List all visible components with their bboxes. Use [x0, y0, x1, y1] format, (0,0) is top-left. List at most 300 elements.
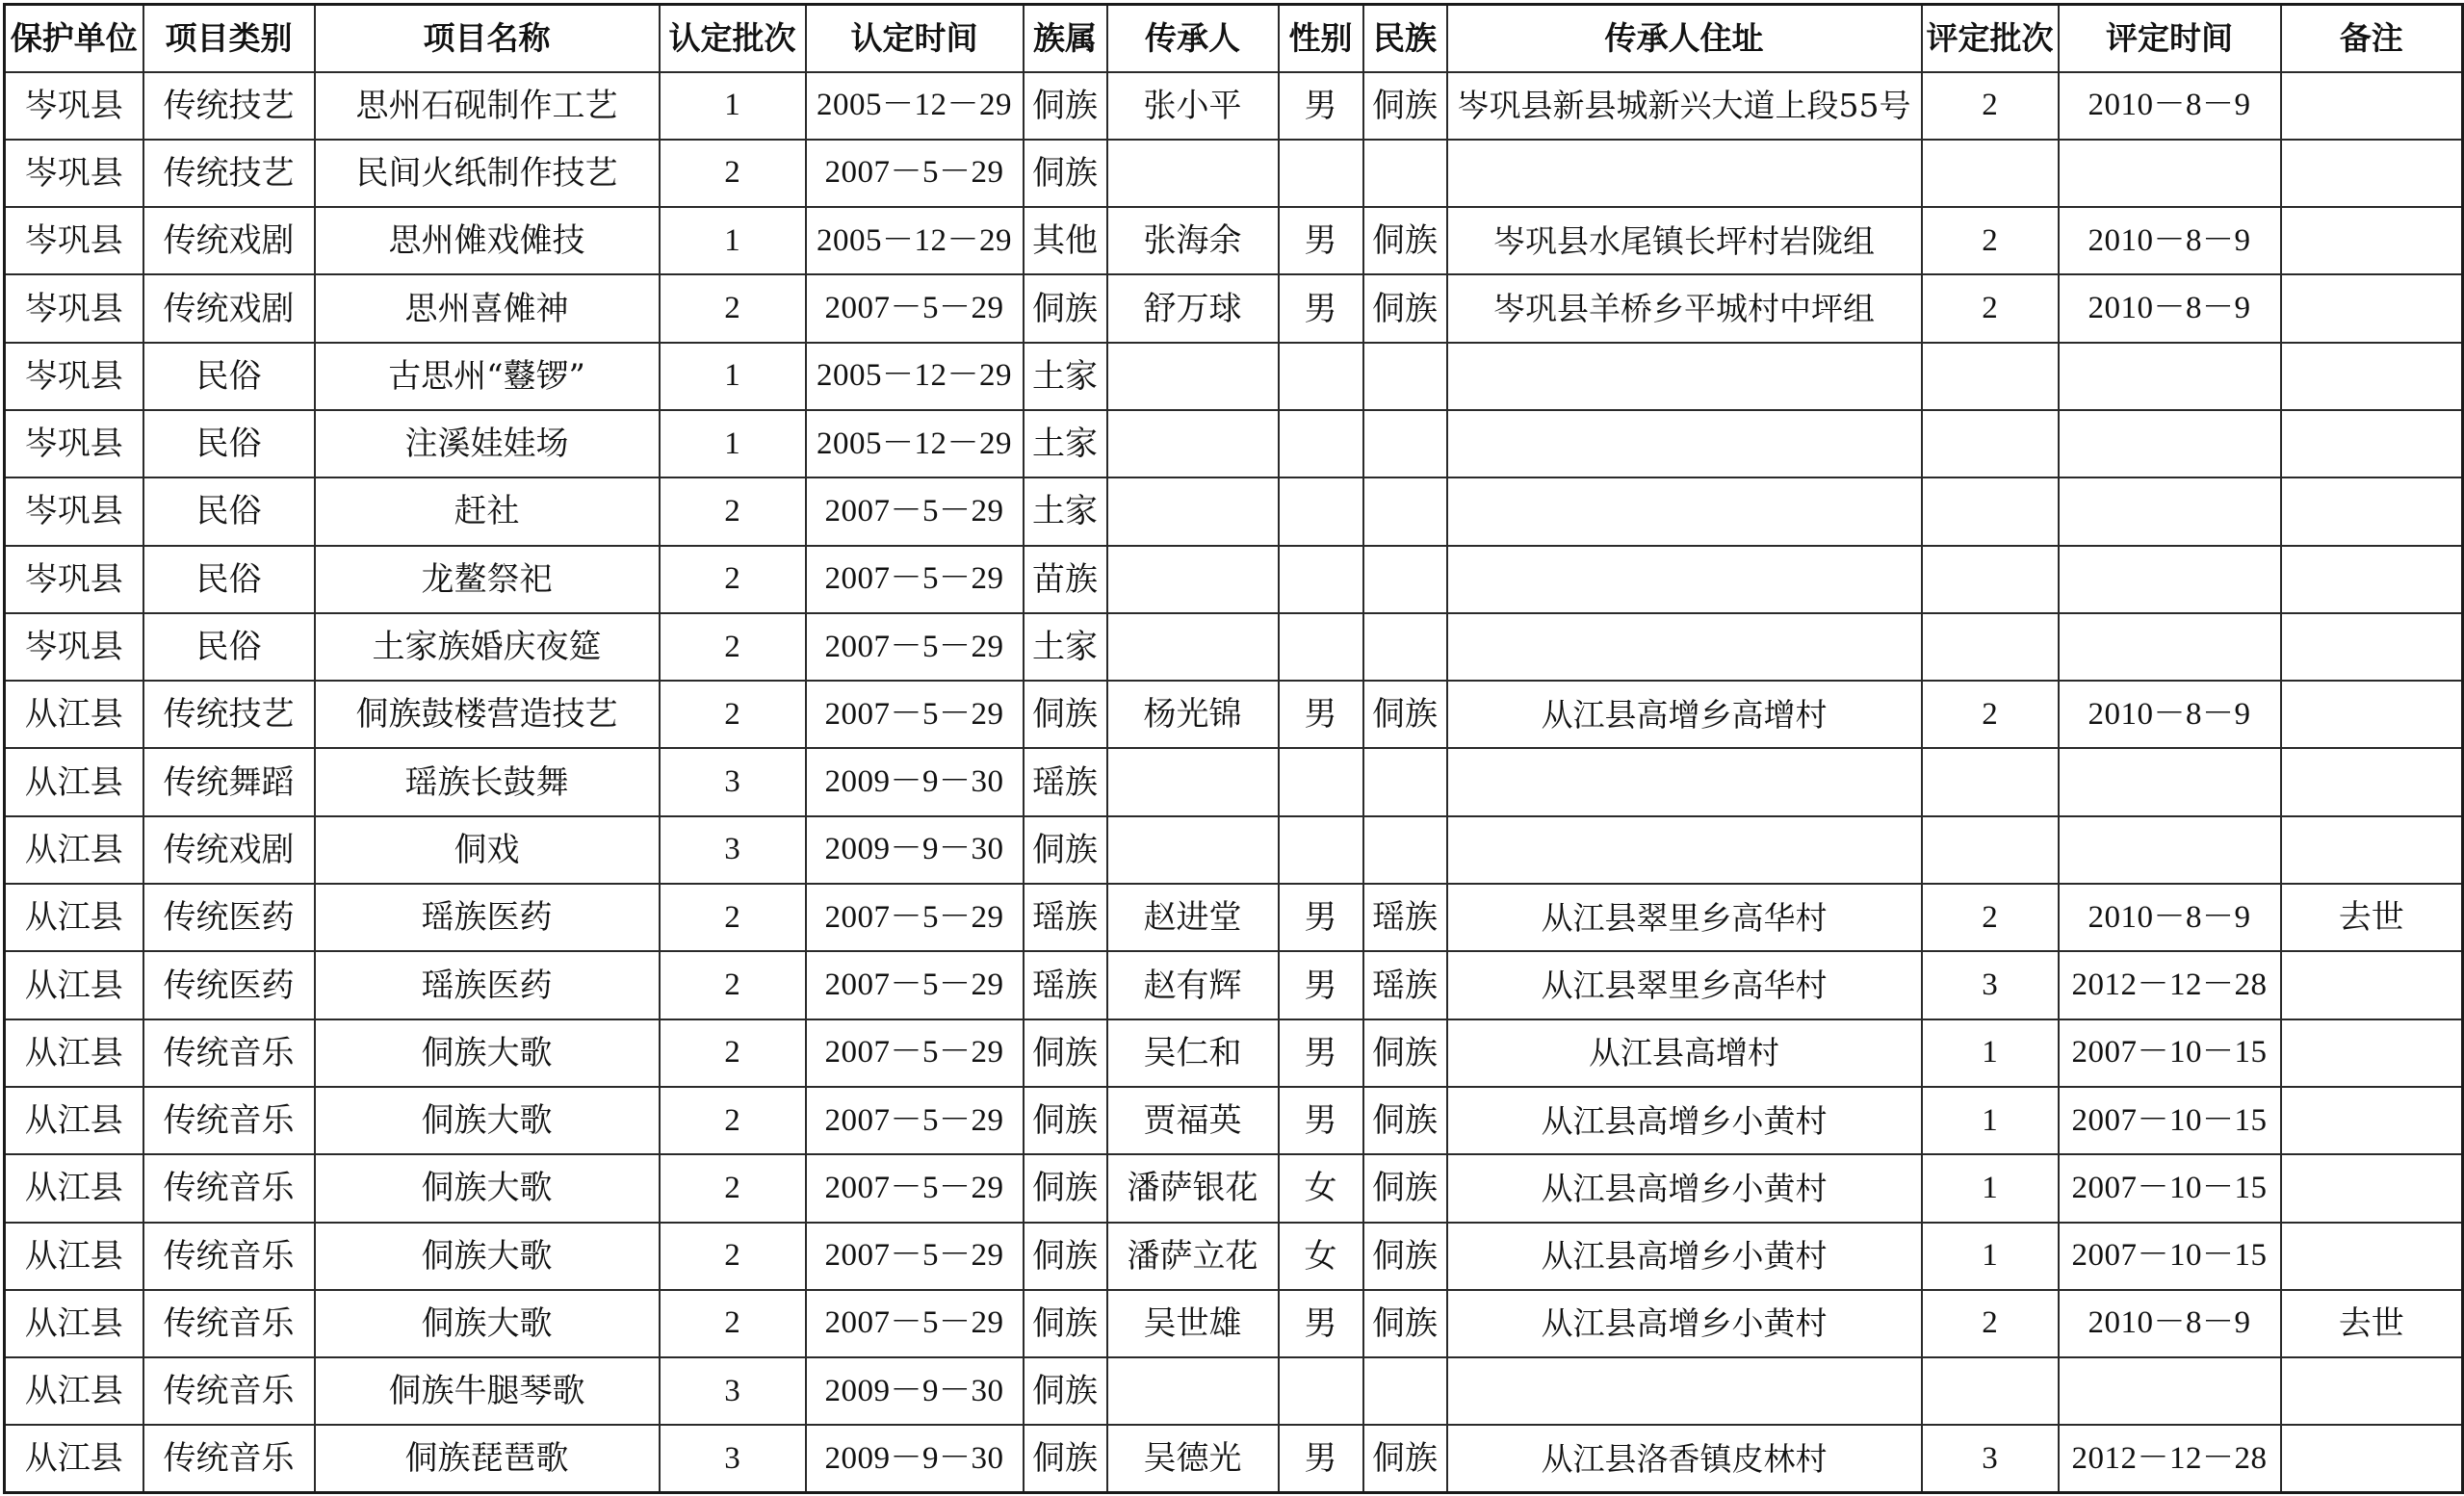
cell-eval-date: [2059, 816, 2281, 884]
cell-project-name: 侗族牛腿琴歌: [315, 1357, 660, 1425]
cell-address: [1447, 1357, 1922, 1425]
cell-note: [2281, 1425, 2463, 1492]
cell-eval-date: [2059, 477, 2281, 545]
cell-eval-date: [2059, 1357, 2281, 1425]
cell-eval-date: 2010－8－9: [2059, 681, 2281, 748]
cell-category: 传统医药: [143, 951, 315, 1019]
cell-project-name: 侗族鼓楼营造技艺: [315, 681, 660, 748]
cell-batch: 2: [660, 1223, 806, 1290]
cell-nationality: [1363, 1357, 1447, 1425]
cell-date: 2009－9－30: [806, 748, 1024, 815]
cell-ethnic-group: 侗族: [1024, 1290, 1107, 1357]
cell-date: 2007－5－29: [806, 951, 1024, 1019]
cell-eval-batch: [1922, 748, 2059, 815]
cell-gender: [1279, 343, 1363, 410]
cell-unit: 岑巩县: [5, 274, 143, 342]
cell-unit: 从江县: [5, 1357, 143, 1425]
cell-category: 民俗: [143, 477, 315, 545]
cell-date: 2005－12－29: [806, 343, 1024, 410]
table-row: [5, 681, 2463, 748]
cell-eval-date: 2007－10－15: [2059, 1223, 2281, 1290]
cell-inheritor: [1107, 410, 1279, 477]
cell-inheritor: 赵进堂: [1107, 884, 1279, 951]
cell-address: 从江县洛香镇皮林村: [1447, 1425, 1922, 1492]
cell-note: [2281, 72, 2463, 140]
cell-address: [1447, 816, 1922, 884]
cell-address: [1447, 613, 1922, 681]
cell-date: 2007－5－29: [806, 1154, 1024, 1222]
cell-address: 从江县高增乡小黄村: [1447, 1290, 1922, 1357]
table-row: [5, 140, 2463, 207]
cell-project-name: 思州喜傩神: [315, 274, 660, 342]
cell-gender: 男: [1279, 1425, 1363, 1492]
cell-unit: 岑巩县: [5, 546, 143, 613]
table-row: [5, 1087, 2463, 1154]
cell-note: [2281, 951, 2463, 1019]
cell-unit: 从江县: [5, 748, 143, 815]
cell-batch: 1: [660, 343, 806, 410]
table-row: [5, 1223, 2463, 1290]
cell-eval-date: 2010－8－9: [2059, 207, 2281, 274]
cell-eval-batch: 2: [1922, 681, 2059, 748]
cell-gender: 男: [1279, 274, 1363, 342]
cell-eval-batch: 3: [1922, 1425, 2059, 1492]
cell-ethnic-group: 侗族: [1024, 140, 1107, 207]
cell-category: 传统音乐: [143, 1087, 315, 1154]
heritage-inheritor-table: [3, 3, 2464, 1494]
cell-gender: [1279, 748, 1363, 815]
cell-note: [2281, 1087, 2463, 1154]
cell-project-name: 瑶族医药: [315, 884, 660, 951]
cell-note: [2281, 613, 2463, 681]
cell-gender: 女: [1279, 1154, 1363, 1222]
cell-ethnic-group: 侗族: [1024, 816, 1107, 884]
cell-date: 2007－5－29: [806, 274, 1024, 342]
cell-batch: 3: [660, 1425, 806, 1492]
cell-address: [1447, 477, 1922, 545]
cell-ethnic-group: 土家: [1024, 410, 1107, 477]
cell-eval-date: 2010－8－9: [2059, 72, 2281, 140]
cell-eval-batch: [1922, 343, 2059, 410]
cell-project-name: 思州石砚制作工艺: [315, 72, 660, 140]
cell-unit: 从江县: [5, 1087, 143, 1154]
cell-project-name: 侗族大歌: [315, 1154, 660, 1222]
cell-unit: 从江县: [5, 1425, 143, 1492]
cell-date: 2007－5－29: [806, 1019, 1024, 1087]
cell-eval-date: 2012－12－28: [2059, 951, 2281, 1019]
cell-eval-date: [2059, 410, 2281, 477]
cell-inheritor: 吴德光: [1107, 1425, 1279, 1492]
cell-address: 从江县高增乡小黄村: [1447, 1087, 1922, 1154]
table-row: [5, 1357, 2463, 1425]
cell-address: [1447, 410, 1922, 477]
cell-eval-batch: 2: [1922, 274, 2059, 342]
cell-unit: 岑巩县: [5, 477, 143, 545]
cell-ethnic-group: 侗族: [1024, 681, 1107, 748]
cell-inheritor: 赵有辉: [1107, 951, 1279, 1019]
cell-eval-date: [2059, 546, 2281, 613]
cell-nationality: 瑶族: [1363, 884, 1447, 951]
cell-unit: 从江县: [5, 951, 143, 1019]
cell-address: 从江县高增乡小黄村: [1447, 1154, 1922, 1222]
cell-ethnic-group: 瑶族: [1024, 951, 1107, 1019]
cell-project-name: 侗族大歌: [315, 1290, 660, 1357]
cell-inheritor: [1107, 1357, 1279, 1425]
cell-eval-date: 2007－10－15: [2059, 1019, 2281, 1087]
cell-address: 从江县高增乡高增村: [1447, 681, 1922, 748]
cell-ethnic-group: 侗族: [1024, 1357, 1107, 1425]
cell-eval-date: 2010－8－9: [2059, 1290, 2281, 1357]
cell-category: 民俗: [143, 546, 315, 613]
cell-project-name: 古思州“鼟锣”: [315, 343, 660, 410]
column-header-address: 传承人住址: [1447, 5, 1922, 72]
cell-ethnic-group: 其他: [1024, 207, 1107, 274]
table-row: [5, 546, 2463, 613]
column-header-note: 备注: [2281, 5, 2463, 72]
cell-date: 2007－5－29: [806, 477, 1024, 545]
cell-note: 去世: [2281, 1290, 2463, 1357]
table-row: [5, 207, 2463, 274]
cell-date: 2007－5－29: [806, 1290, 1024, 1357]
cell-category: 传统医药: [143, 884, 315, 951]
cell-category: 传统音乐: [143, 1223, 315, 1290]
cell-inheritor: [1107, 343, 1279, 410]
cell-nationality: [1363, 343, 1447, 410]
column-header-project-name: 项目名称: [315, 5, 660, 72]
cell-eval-batch: 1: [1922, 1223, 2059, 1290]
cell-unit: 从江县: [5, 884, 143, 951]
cell-batch: 1: [660, 72, 806, 140]
cell-date: 2009－9－30: [806, 816, 1024, 884]
cell-date: 2007－5－29: [806, 884, 1024, 951]
cell-address: [1447, 343, 1922, 410]
cell-inheritor: 张海余: [1107, 207, 1279, 274]
cell-note: [2281, 1357, 2463, 1425]
cell-ethnic-group: 侗族: [1024, 1087, 1107, 1154]
table-row: [5, 1154, 2463, 1222]
cell-batch: 2: [660, 546, 806, 613]
cell-category: 民俗: [143, 343, 315, 410]
cell-eval-batch: [1922, 816, 2059, 884]
table-row: [5, 1290, 2463, 1357]
table-row: [5, 816, 2463, 884]
cell-eval-batch: 3: [1922, 951, 2059, 1019]
cell-category: 传统技艺: [143, 681, 315, 748]
cell-batch: 2: [660, 140, 806, 207]
cell-nationality: [1363, 477, 1447, 545]
cell-gender: 男: [1279, 884, 1363, 951]
cell-nationality: 侗族: [1363, 1425, 1447, 1492]
cell-project-name: 思州傩戏傩技: [315, 207, 660, 274]
cell-inheritor: 杨光锦: [1107, 681, 1279, 748]
cell-ethnic-group: 瑶族: [1024, 748, 1107, 815]
cell-gender: 男: [1279, 1087, 1363, 1154]
cell-project-name: 注溪娃娃场: [315, 410, 660, 477]
cell-inheritor: [1107, 613, 1279, 681]
cell-project-name: 侗族琵琶歌: [315, 1425, 660, 1492]
cell-batch: 1: [660, 207, 806, 274]
cell-note: [2281, 410, 2463, 477]
cell-eval-date: 2010－8－9: [2059, 884, 2281, 951]
cell-unit: 从江县: [5, 816, 143, 884]
cell-eval-date: 2012－12－28: [2059, 1425, 2281, 1492]
cell-eval-date: [2059, 748, 2281, 815]
cell-ethnic-group: 侗族: [1024, 72, 1107, 140]
cell-inheritor: 潘萨立花: [1107, 1223, 1279, 1290]
cell-date: 2005－12－29: [806, 207, 1024, 274]
cell-nationality: [1363, 140, 1447, 207]
cell-category: 传统音乐: [143, 1357, 315, 1425]
cell-eval-batch: 1: [1922, 1019, 2059, 1087]
cell-gender: [1279, 477, 1363, 545]
table-header-row: [5, 5, 2463, 72]
cell-gender: 男: [1279, 72, 1363, 140]
cell-category: 传统音乐: [143, 1019, 315, 1087]
cell-project-name: 龙鳌祭祀: [315, 546, 660, 613]
cell-ethnic-group: 土家: [1024, 477, 1107, 545]
cell-note: [2281, 546, 2463, 613]
cell-batch: 2: [660, 1290, 806, 1357]
cell-project-name: 侗族大歌: [315, 1019, 660, 1087]
cell-batch: 2: [660, 1154, 806, 1222]
cell-note: [2281, 1223, 2463, 1290]
cell-gender: 男: [1279, 1019, 1363, 1087]
table-row: [5, 1425, 2463, 1492]
cell-project-name: 侗族大歌: [315, 1223, 660, 1290]
cell-ethnic-group: 土家: [1024, 343, 1107, 410]
cell-eval-batch: 2: [1922, 884, 2059, 951]
cell-nationality: 侗族: [1363, 1290, 1447, 1357]
cell-nationality: 侗族: [1363, 1223, 1447, 1290]
cell-eval-batch: 1: [1922, 1154, 2059, 1222]
table-body: [5, 72, 2463, 1493]
cell-inheritor: 潘萨银花: [1107, 1154, 1279, 1222]
cell-ethnic-group: 瑶族: [1024, 884, 1107, 951]
cell-unit: 岑巩县: [5, 343, 143, 410]
cell-date: 2007－5－29: [806, 546, 1024, 613]
cell-category: 传统技艺: [143, 140, 315, 207]
cell-ethnic-group: 侗族: [1024, 1019, 1107, 1087]
table-row: [5, 410, 2463, 477]
cell-inheritor: 吴世雄: [1107, 1290, 1279, 1357]
cell-category: 传统戏剧: [143, 207, 315, 274]
cell-project-name: 瑶族长鼓舞: [315, 748, 660, 815]
cell-note: [2281, 1019, 2463, 1087]
cell-category: 民俗: [143, 410, 315, 477]
cell-eval-batch: 2: [1922, 72, 2059, 140]
cell-gender: [1279, 140, 1363, 207]
cell-inheritor: 吴仁和: [1107, 1019, 1279, 1087]
cell-inheritor: [1107, 748, 1279, 815]
column-header-inheritor: 传承人: [1107, 5, 1279, 72]
table-row: [5, 748, 2463, 815]
cell-eval-batch: [1922, 546, 2059, 613]
cell-batch: 2: [660, 477, 806, 545]
cell-note: [2281, 1154, 2463, 1222]
cell-address: [1447, 140, 1922, 207]
cell-nationality: [1363, 816, 1447, 884]
cell-gender: [1279, 816, 1363, 884]
cell-inheritor: 张小平: [1107, 72, 1279, 140]
cell-date: 2009－9－30: [806, 1357, 1024, 1425]
cell-unit: 从江县: [5, 1223, 143, 1290]
cell-category: 民俗: [143, 613, 315, 681]
cell-batch: 3: [660, 748, 806, 815]
cell-nationality: 侗族: [1363, 207, 1447, 274]
cell-gender: [1279, 546, 1363, 613]
cell-nationality: 侗族: [1363, 274, 1447, 342]
cell-project-name: 瑶族医药: [315, 951, 660, 1019]
cell-inheritor: 贾福英: [1107, 1087, 1279, 1154]
cell-note: [2281, 140, 2463, 207]
column-header-nationality: 民族: [1363, 5, 1447, 72]
cell-note: 去世: [2281, 884, 2463, 951]
cell-unit: 岑巩县: [5, 410, 143, 477]
cell-gender: [1279, 613, 1363, 681]
cell-address: 岑巩县羊桥乡平城村中坪组: [1447, 274, 1922, 342]
cell-gender: [1279, 410, 1363, 477]
cell-batch: 3: [660, 816, 806, 884]
table-row: [5, 343, 2463, 410]
cell-ethnic-group: 侗族: [1024, 274, 1107, 342]
table-row: [5, 1019, 2463, 1087]
cell-batch: 3: [660, 1357, 806, 1425]
cell-eval-date: 2007－10－15: [2059, 1087, 2281, 1154]
cell-batch: 2: [660, 1087, 806, 1154]
cell-inheritor: [1107, 477, 1279, 545]
cell-date: 2007－5－29: [806, 1087, 1024, 1154]
cell-ethnic-group: 侗族: [1024, 1154, 1107, 1222]
cell-eval-date: [2059, 613, 2281, 681]
cell-nationality: [1363, 410, 1447, 477]
cell-project-name: 民间火纸制作技艺: [315, 140, 660, 207]
cell-unit: 岑巩县: [5, 613, 143, 681]
cell-nationality: 侗族: [1363, 1087, 1447, 1154]
cell-nationality: [1363, 613, 1447, 681]
cell-address: 从江县高增乡小黄村: [1447, 1223, 1922, 1290]
cell-eval-batch: [1922, 410, 2059, 477]
column-header-eval-date: 评定时间: [2059, 5, 2281, 72]
column-header-unit: 保护单位: [5, 5, 143, 72]
cell-category: 传统舞蹈: [143, 748, 315, 815]
cell-note: [2281, 274, 2463, 342]
cell-address: [1447, 748, 1922, 815]
cell-eval-batch: 2: [1922, 207, 2059, 274]
cell-batch: 2: [660, 951, 806, 1019]
cell-eval-batch: [1922, 140, 2059, 207]
cell-eval-date: 2010－8－9: [2059, 274, 2281, 342]
cell-address: [1447, 546, 1922, 613]
cell-inheritor: [1107, 140, 1279, 207]
cell-project-name: 赶社: [315, 477, 660, 545]
cell-category: 传统音乐: [143, 1290, 315, 1357]
cell-project-name: 土家族婚庆夜筵: [315, 613, 660, 681]
cell-eval-batch: [1922, 477, 2059, 545]
cell-date: 2007－5－29: [806, 681, 1024, 748]
cell-date: 2009－9－30: [806, 1425, 1024, 1492]
cell-nationality: 瑶族: [1363, 951, 1447, 1019]
cell-inheritor: 舒万球: [1107, 274, 1279, 342]
cell-gender: 男: [1279, 1290, 1363, 1357]
cell-address: 从江县翠里乡高华村: [1447, 951, 1922, 1019]
cell-unit: 从江县: [5, 1019, 143, 1087]
cell-nationality: [1363, 748, 1447, 815]
cell-eval-batch: [1922, 613, 2059, 681]
cell-note: [2281, 748, 2463, 815]
cell-category: 传统音乐: [143, 1425, 315, 1492]
cell-gender: 女: [1279, 1223, 1363, 1290]
cell-category: 传统戏剧: [143, 274, 315, 342]
cell-inheritor: [1107, 546, 1279, 613]
cell-category: 传统技艺: [143, 72, 315, 140]
cell-unit: 岑巩县: [5, 140, 143, 207]
cell-unit: 从江县: [5, 1154, 143, 1222]
cell-date: 2005－12－29: [806, 72, 1024, 140]
cell-address: 从江县翠里乡高华村: [1447, 884, 1922, 951]
table-row: [5, 477, 2463, 545]
column-header-batch: 认定批次: [660, 5, 806, 72]
table-row: [5, 72, 2463, 140]
cell-inheritor: [1107, 816, 1279, 884]
cell-nationality: [1363, 546, 1447, 613]
cell-eval-date: [2059, 140, 2281, 207]
cell-nationality: 侗族: [1363, 1154, 1447, 1222]
cell-ethnic-group: 侗族: [1024, 1223, 1107, 1290]
cell-ethnic-group: 苗族: [1024, 546, 1107, 613]
column-header-category: 项目类别: [143, 5, 315, 72]
cell-project-name: 侗戏: [315, 816, 660, 884]
column-header-gender: 性别: [1279, 5, 1363, 72]
cell-unit: 岑巩县: [5, 207, 143, 274]
cell-note: [2281, 207, 2463, 274]
cell-batch: 1: [660, 410, 806, 477]
table-row: [5, 951, 2463, 1019]
cell-address: 岑巩县水尾镇长坪村岩陇组: [1447, 207, 1922, 274]
column-header-eval-batch: 评定批次: [1922, 5, 2059, 72]
cell-eval-batch: [1922, 1357, 2059, 1425]
cell-eval-date: 2007－10－15: [2059, 1154, 2281, 1222]
cell-eval-batch: 1: [1922, 1087, 2059, 1154]
cell-unit: 岑巩县: [5, 72, 143, 140]
cell-batch: 2: [660, 613, 806, 681]
cell-address: 从江县高增村: [1447, 1019, 1922, 1087]
cell-date: 2007－5－29: [806, 1223, 1024, 1290]
cell-note: [2281, 816, 2463, 884]
cell-batch: 2: [660, 884, 806, 951]
cell-note: [2281, 343, 2463, 410]
table-row: [5, 613, 2463, 681]
cell-address: 岑巩县新县城新兴大道上段55号: [1447, 72, 1922, 140]
column-header-ethnic-group: 族属: [1024, 5, 1107, 72]
cell-category: 传统戏剧: [143, 816, 315, 884]
cell-gender: 男: [1279, 951, 1363, 1019]
cell-ethnic-group: 侗族: [1024, 1425, 1107, 1492]
table-row: [5, 884, 2463, 951]
cell-batch: 2: [660, 681, 806, 748]
cell-unit: 从江县: [5, 681, 143, 748]
column-header-date: 认定时间: [806, 5, 1024, 72]
table-row: [5, 274, 2463, 342]
cell-batch: 2: [660, 1019, 806, 1087]
cell-nationality: 侗族: [1363, 1019, 1447, 1087]
cell-gender: 男: [1279, 207, 1363, 274]
cell-eval-date: [2059, 343, 2281, 410]
cell-gender: 男: [1279, 681, 1363, 748]
cell-eval-batch: 2: [1922, 1290, 2059, 1357]
cell-unit: 从江县: [5, 1290, 143, 1357]
cell-date: 2007－5－29: [806, 140, 1024, 207]
cell-date: 2007－5－29: [806, 613, 1024, 681]
